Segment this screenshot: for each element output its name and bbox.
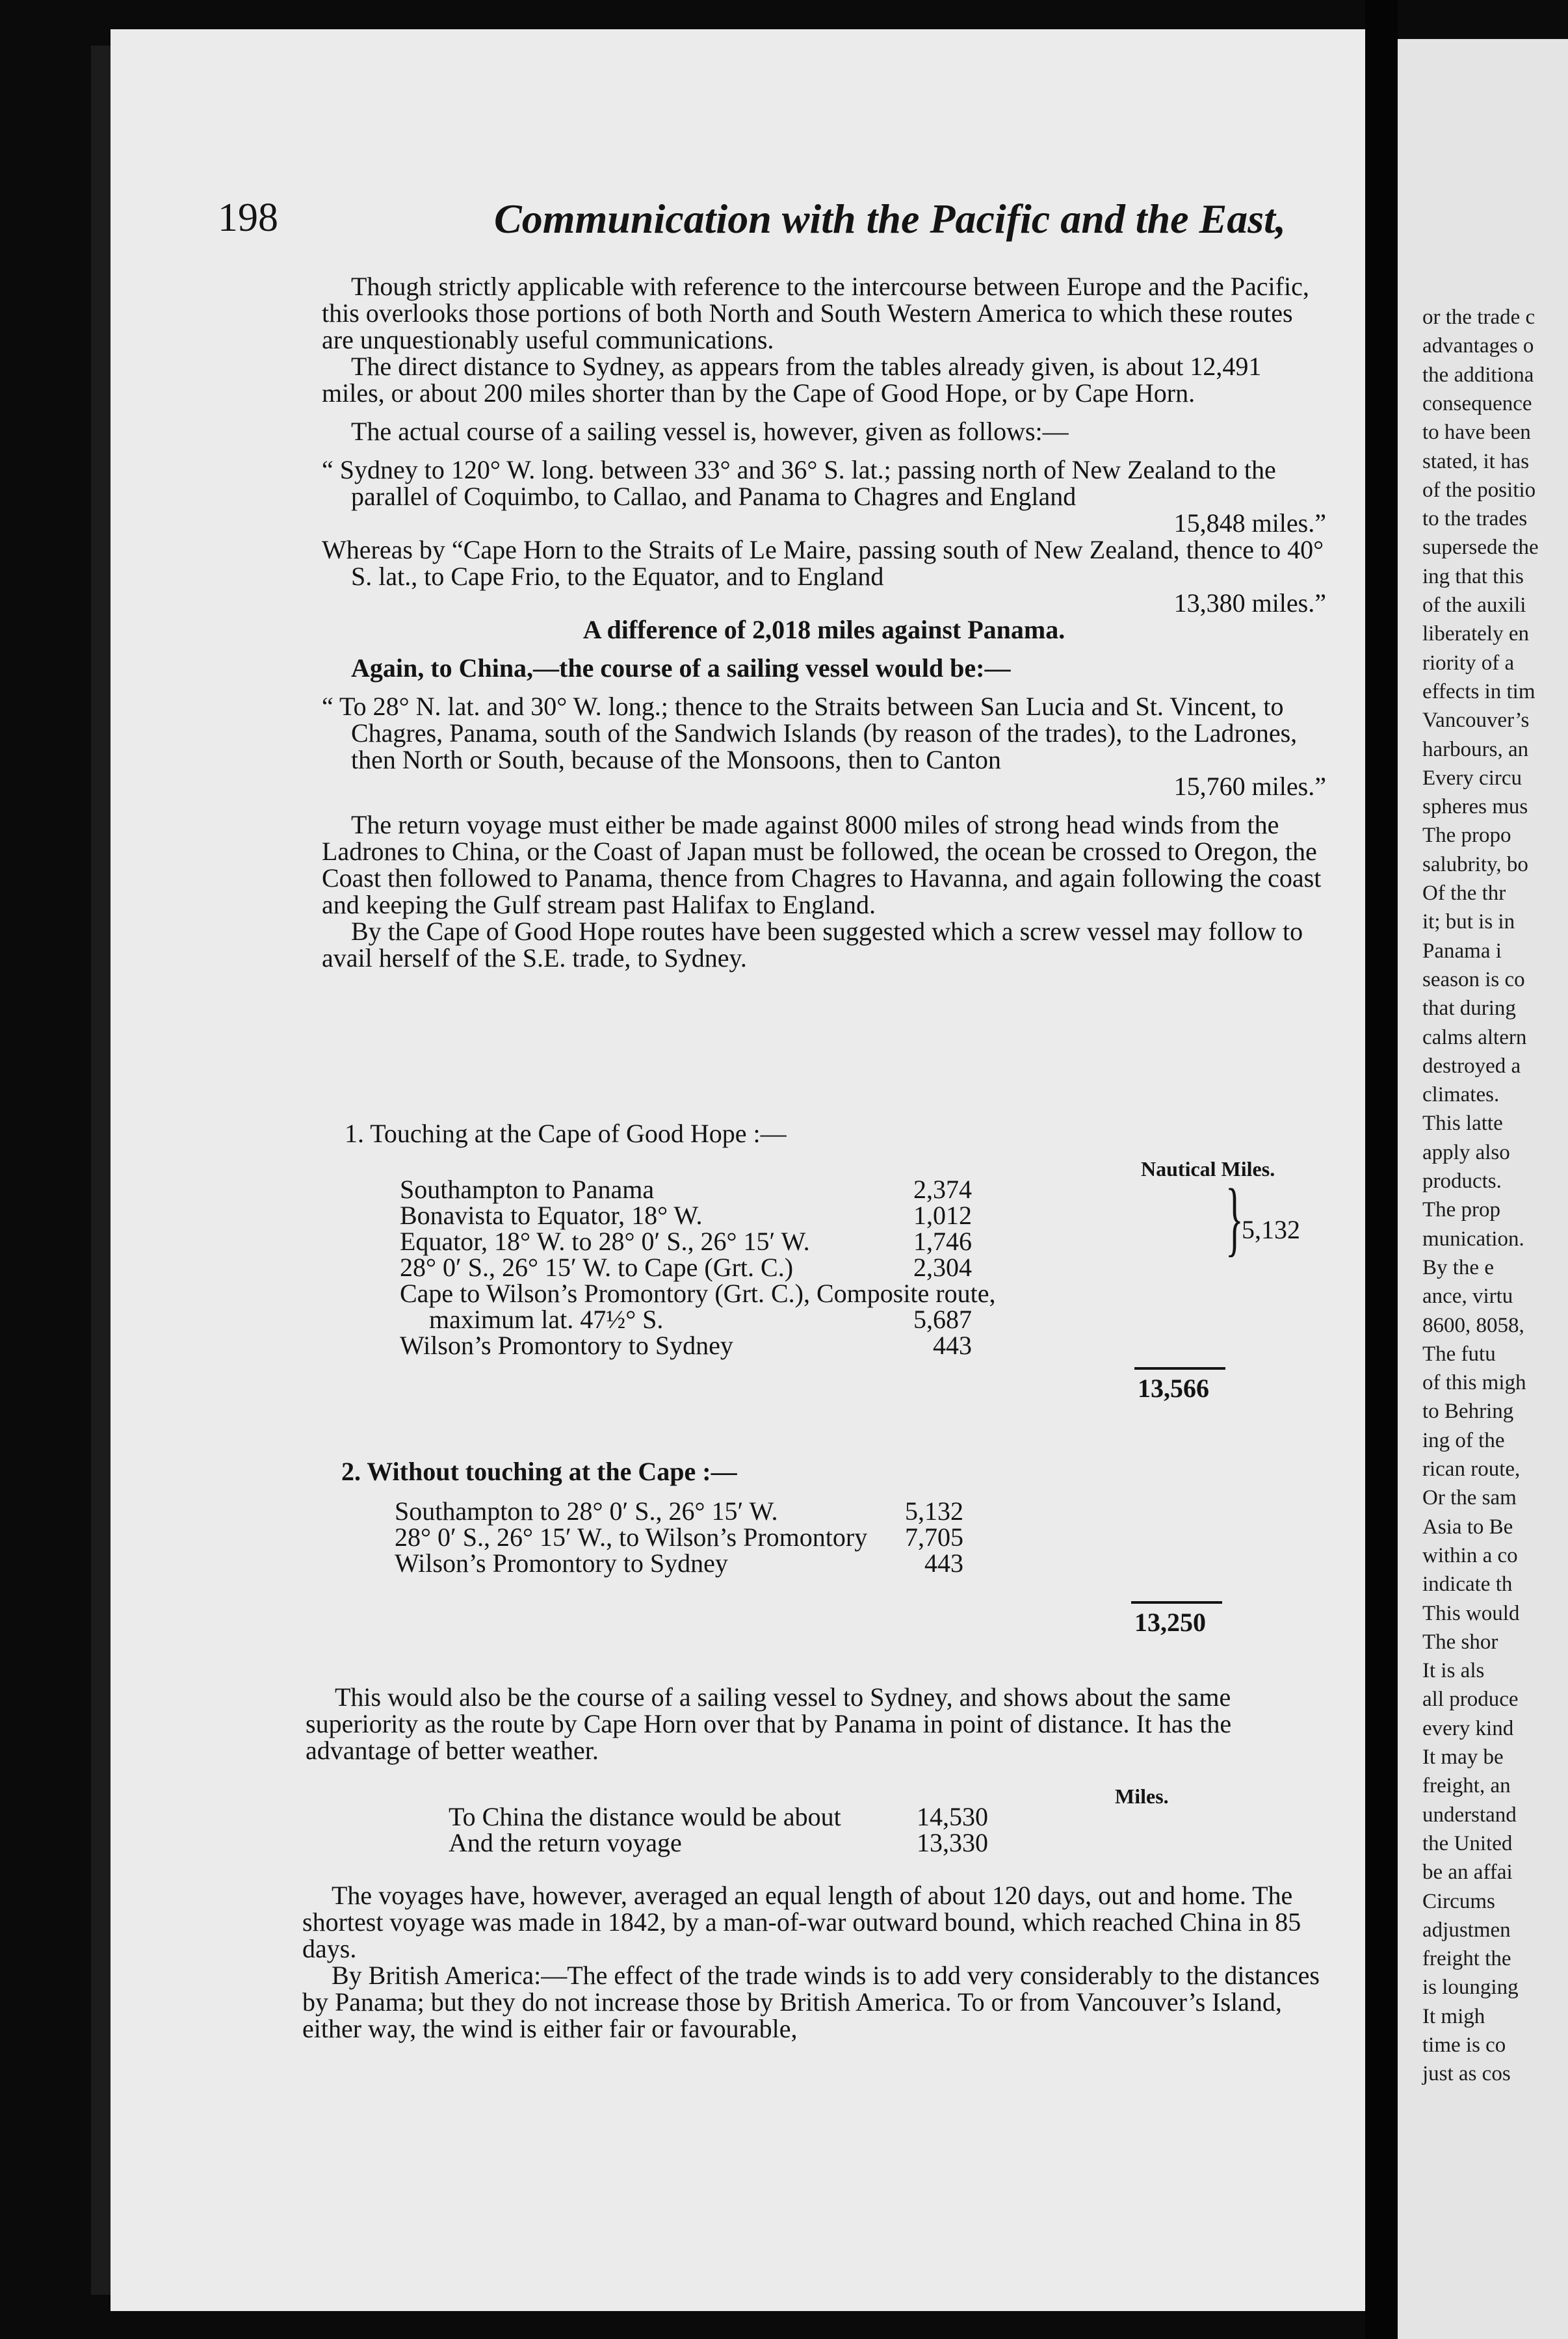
- quotation: [322, 456, 1326, 536]
- facing-page-line: that during: [1422, 997, 1516, 1021]
- facing-page-line: ing of the: [1422, 1428, 1505, 1452]
- facing-page-line: season is co: [1422, 967, 1525, 991]
- facing-page-line: effects in tim: [1422, 679, 1535, 703]
- paragraph: The actual course of a sailing vessel is, however, given as follows:—: [351, 417, 1069, 446]
- miles-value: 443: [924, 1548, 963, 1578]
- facing-page-line: The propo: [1422, 824, 1511, 848]
- facing-page-line: munication.: [1422, 1227, 1524, 1251]
- miles-value: 7,705: [905, 1522, 963, 1552]
- facing-page-line: just as cos: [1422, 2062, 1511, 2086]
- facing-page-line: This would: [1422, 1601, 1520, 1625]
- table-row: [400, 1177, 1310, 1203]
- table-row: [395, 1550, 1305, 1576]
- facing-page-line: every kind: [1422, 1716, 1514, 1740]
- route-label: To China the distance would be about: [449, 1802, 841, 1831]
- sum-rule: [1131, 1601, 1222, 1604]
- facing-page-line: to Behring: [1422, 1400, 1514, 1424]
- table-row: [400, 1333, 1310, 1359]
- distance-value: 13,380 miles.”: [1173, 588, 1326, 618]
- paragraph: [306, 1684, 1323, 1764]
- facing-page-line: of the positio: [1422, 478, 1536, 502]
- facing-page-line: rican route,: [1422, 1457, 1521, 1481]
- difference-line: A difference of 2,018 miles against Panama.: [582, 615, 1065, 644]
- paragraph-text: This would also be the course of a sailing vessel to Sydney, and shows about the same superiority as the route by Cape Horn over that by Panama in point of distance. It has the advantage of better weather.: [306, 1682, 1232, 1765]
- table-row: [449, 1830, 1294, 1856]
- facing-page-line: The prop: [1422, 1198, 1501, 1222]
- facing-page-line: of this migh: [1422, 1371, 1526, 1395]
- paragraph-block: [302, 1882, 1323, 2042]
- sum-rule: [1134, 1367, 1225, 1370]
- facing-page-line: the additiona: [1422, 363, 1534, 387]
- paragraph: By British America:—The effect of the trade winds is to add very considerably to the distances by Panama; but they do not increase those by British America. To or from Vancouver’s Island, either way, the wind is either fair or favourable,: [302, 1961, 1320, 2043]
- quotation-text: “ Sydney to 120° W. long. between 33° and 36° S. lat.; passing north of New Zealand to the parallel of Coquimbo, to Callao, and Panama to Chagres and England: [322, 455, 1276, 511]
- table3: [449, 1804, 1294, 1856]
- facing-page-line: It is als: [1422, 1659, 1485, 1683]
- route-label: 28° 0′ S., 26° 15′ W., to Wilson’s Promontory: [395, 1522, 868, 1552]
- paragraph: The return voyage must either be made against 8000 miles of strong head winds from the Ladrones to China, or the Coast of Japan must be followed, the ocean be crossed to Oregon, the Coast then followed to Panama, thence from Chagres to Havanna, and again following the coast and keeping the Gulf stream past Halifax to England.: [322, 810, 1322, 919]
- route-label: Equator, 18° W. to 28° 0′ S., 26° 15′ W.: [400, 1227, 810, 1256]
- facing-page-line: destroyed a: [1422, 1054, 1521, 1078]
- table-row: [400, 1255, 1310, 1281]
- facing-page-line: 8600, 8058,: [1422, 1313, 1524, 1337]
- table1: [400, 1172, 1310, 1360]
- miles-value: 14,530: [917, 1802, 988, 1831]
- facing-page-line: calms altern: [1422, 1025, 1527, 1049]
- facing-page-line: apply also: [1422, 1140, 1510, 1164]
- bracket-total: 5,132: [1242, 1215, 1300, 1244]
- facing-page: [1398, 39, 1568, 2339]
- route-label: 28° 0′ S., 26° 15′ W. to Cape (Grt. C.): [400, 1253, 794, 1282]
- facing-page-line: The futu: [1422, 1342, 1496, 1366]
- facing-page-line: adjustmen: [1422, 1918, 1511, 1942]
- table3-column-header: Miles.: [1115, 1784, 1169, 1808]
- facing-page-line: be an affai: [1422, 1861, 1513, 1885]
- route-label: Bonavista to Equator, 18° W.: [400, 1201, 703, 1230]
- facing-page-line: Or the sam: [1422, 1486, 1517, 1510]
- facing-page-line: spheres mus: [1422, 795, 1528, 819]
- page-number: 198: [218, 196, 278, 240]
- table-row: [449, 1804, 1294, 1830]
- quotation: [322, 693, 1326, 800]
- table2-total: 13,250: [1134, 1608, 1206, 1637]
- miles-value: 2,304: [913, 1253, 972, 1282]
- quotation: [322, 536, 1326, 616]
- table1-heading: 1. Touching at the Cape of Good Hope :—: [345, 1119, 787, 1148]
- facing-page-line: advantages o: [1422, 334, 1534, 358]
- facing-page-line: of the auxili: [1422, 594, 1526, 617]
- facing-page-line: The shor: [1422, 1630, 1498, 1654]
- facing-page-line: salubrity, bo: [1422, 852, 1528, 876]
- table-row: [400, 1229, 1310, 1255]
- route-label: Cape to Wilson’s Promontory (Grt. C.), Composite route,: [400, 1279, 996, 1308]
- facing-page-line: Of the thr: [1422, 882, 1506, 905]
- facing-page-line: Asia to Be: [1422, 1515, 1513, 1539]
- miles-value: 5,687: [913, 1305, 972, 1334]
- facing-page-line: Every circu: [1422, 766, 1522, 790]
- facing-page-line: This latte: [1422, 1112, 1503, 1136]
- paragraph: Though strictly applicable with reference to the intercourse between Europe and the Pacific, this overlooks those portions of both North and South Western America to which these routes are unquestionably useful communications.: [322, 272, 1309, 354]
- table-row: [395, 1524, 1305, 1550]
- facing-page-line: the United: [1422, 1831, 1513, 1855]
- brace-icon: }: [1225, 1172, 1244, 1264]
- facing-page-line: Panama i: [1422, 939, 1502, 963]
- facing-page-line: within a co: [1422, 1543, 1518, 1567]
- book-gutter: [1365, 0, 1398, 2339]
- table1-total: 13,566: [1138, 1374, 1209, 1403]
- facing-page-line: supersede the: [1422, 536, 1539, 560]
- page-edge-shadow: [91, 46, 111, 2295]
- route-label: Wilson’s Promontory to Sydney: [395, 1548, 728, 1578]
- body-text: [322, 273, 1326, 971]
- miles-value: 5,132: [905, 1496, 963, 1526]
- miles-value: 1,012: [913, 1201, 972, 1230]
- facing-page-line: liberately en: [1422, 622, 1530, 646]
- paragraph: The direct distance to Sydney, as appears from the tables already given, is about 12,491 miles, or about 200 miles shorter than by the Cape of Good Hope, or by Cape Horn.: [322, 352, 1262, 408]
- facing-page-line: freight the: [1422, 1947, 1511, 1971]
- miles-value: 1,746: [913, 1227, 972, 1256]
- distance-value: 15,848 miles.”: [1173, 508, 1326, 538]
- paragraph: By the Cape of Good Hope routes have been suggested which a screw vessel may follow to avail herself of the S.E. trade, to Sydney.: [322, 917, 1303, 973]
- facing-page-line: indicate th: [1422, 1573, 1513, 1597]
- facing-page-line: It may be: [1422, 1745, 1504, 1769]
- facing-page-line: ance, virtu: [1422, 1285, 1513, 1309]
- facing-page-line: or the trade c: [1422, 306, 1535, 329]
- route-label: Wilson’s Promontory to Sydney: [400, 1331, 733, 1360]
- quotation-text: Whereas by “Cape Horn to the Straits of Le Maire, passing south of New Zealand, thence to 40° S. lat., to Cape Frio, to the Equator, and to England: [322, 535, 1324, 591]
- facing-page-line: all produce: [1422, 1688, 1519, 1712]
- quotation-text: “ To 28° N. lat. and 30° W. long.; thence to the Straits between San Lucia and St. Vincent, to Chagres, Panama, south of the Sandwich Islands (by reason of the trades), to the Ladrones, then North or South, because of the Monsoons, then to Canton: [322, 692, 1298, 774]
- facing-page-line: time is co: [1422, 2033, 1506, 2057]
- table-row: [400, 1307, 1310, 1333]
- facing-page-line: it; but is in: [1422, 910, 1515, 934]
- facing-page-line: harbours, an: [1422, 737, 1529, 761]
- facing-page-line: is lounging: [1422, 1976, 1519, 2000]
- table2-heading: 2. Without touching at the Cape :—: [341, 1457, 737, 1486]
- table1-column-header: Nautical Miles.: [1141, 1157, 1275, 1181]
- facing-page-line: understand: [1422, 1803, 1517, 1827]
- facing-page-line: riority of a: [1422, 651, 1515, 675]
- facing-page-line: to have been: [1422, 421, 1531, 445]
- facing-page-line: freight, an: [1422, 1774, 1511, 1798]
- facing-page-line: products.: [1422, 1170, 1502, 1193]
- paragraph: The voyages have, however, averaged an equal length of about 120 days, out and home. The shortest voyage was made in 1842, by a man-of-war outward bound, which reached China in 85 days.: [302, 1881, 1301, 1963]
- table2: [395, 1498, 1305, 1576]
- route-label: Southampton to Panama: [400, 1175, 655, 1204]
- miles-value: 443: [933, 1331, 972, 1360]
- table-row: [400, 1281, 1310, 1307]
- facing-page-line: It migh: [1422, 2004, 1485, 2028]
- miles-value: 2,374: [913, 1175, 972, 1204]
- facing-page-line: Vancouver’s: [1422, 709, 1530, 733]
- facing-page-line: to the trades: [1422, 507, 1528, 531]
- facing-page-line: Circums: [1422, 1889, 1495, 1913]
- route-label: maximum lat. 47½° S.: [429, 1305, 664, 1334]
- table-row: [395, 1498, 1305, 1524]
- facing-page-line: climates.: [1422, 1083, 1500, 1107]
- facing-page-line: ing that this: [1422, 564, 1524, 588]
- miles-value: 13,330: [917, 1828, 988, 1857]
- facing-page-line: consequence: [1422, 391, 1532, 415]
- table-row: [400, 1203, 1310, 1229]
- route-label: And the return voyage: [449, 1828, 682, 1857]
- facing-page-line: stated, it has: [1422, 449, 1530, 473]
- facing-page-line: By the e: [1422, 1255, 1494, 1279]
- running-head: Communication with the Pacific and the East,: [494, 196, 1286, 242]
- route-label: Southampton to 28° 0′ S., 26° 15′ W.: [395, 1496, 778, 1526]
- paragraph: Again, to China,—the course of a sailing vessel would be:—: [351, 653, 1011, 683]
- distance-value: 15,760 miles.”: [1173, 772, 1326, 801]
